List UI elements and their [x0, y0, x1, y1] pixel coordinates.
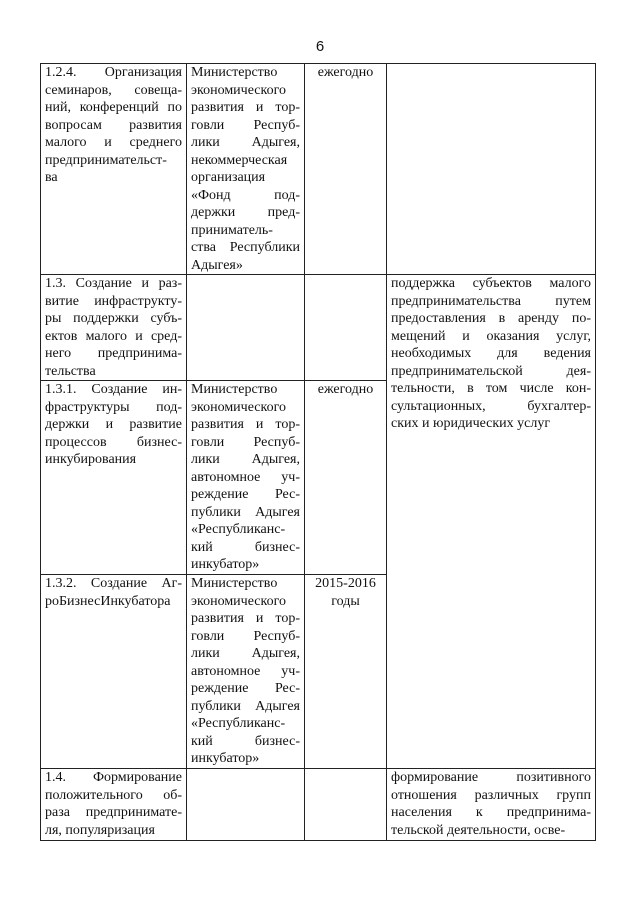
- text-line: ва: [45, 170, 58, 185]
- text-line: мещений и оказания услуг,: [391, 328, 591, 344]
- measure-cell: [41, 381, 187, 575]
- text-line: кий бизнес-: [191, 539, 300, 555]
- text-line: развития и тор-: [191, 417, 300, 432]
- text-line: сультационных, бухгалтер-: [391, 398, 591, 414]
- text-line: развития и тор-: [191, 611, 300, 626]
- text-line: раза предпринимате-: [45, 805, 182, 820]
- text-line: 1.3.2. Создание Аг-: [45, 576, 182, 591]
- text-line: экономического: [191, 82, 286, 98]
- text-line: лики Адыгея,: [191, 135, 300, 150]
- text-line: Министерство: [191, 382, 278, 397]
- executor-cell: [187, 769, 305, 841]
- text-line: «Республиканс-: [191, 716, 286, 731]
- text-line: отношения различных групп: [391, 787, 591, 803]
- text-line: малого и среднего: [45, 135, 182, 150]
- table-row: [41, 769, 596, 841]
- text-line: необходимых для ведения: [391, 346, 591, 361]
- text-line: поддержка субъектов малого: [391, 276, 591, 291]
- executor-cell: [187, 275, 305, 381]
- text-line: тельской деятельности, осве-: [391, 822, 566, 838]
- result-cell: [387, 275, 596, 769]
- text-line: ектов малого и сред-: [45, 328, 182, 344]
- text-line: организация: [191, 170, 266, 185]
- executor-cell: [187, 64, 305, 275]
- page-number: 6: [315, 38, 325, 55]
- result-cell: [387, 769, 596, 841]
- text-line: говли Респуб-: [191, 434, 300, 450]
- text-line: семинаров, совеща-: [45, 82, 182, 98]
- text-line: вопросам развития: [45, 117, 182, 133]
- period-text: 2015-2016 годы: [315, 576, 376, 609]
- text-line: экономического: [191, 399, 286, 415]
- text-line: инкубирования: [45, 452, 137, 467]
- text-line: развития и тор-: [191, 100, 300, 115]
- text-line: «Республиканс-: [191, 522, 286, 537]
- text-line: инкубатор»: [191, 751, 260, 766]
- text-line: ний, конференций по: [45, 100, 182, 115]
- executor-cell: [187, 575, 305, 769]
- text-line: предпринимательской дея-: [391, 363, 591, 379]
- text-line: говли Респуб-: [191, 117, 300, 133]
- period-cell: [305, 575, 387, 769]
- text-line: реждение Рес-: [191, 681, 300, 696]
- text-line: формирование позитивного: [391, 770, 591, 785]
- executor-cell: [187, 381, 305, 575]
- text-line: ля, популяризация: [45, 822, 155, 838]
- text-line: публики Адыгея: [191, 504, 300, 520]
- text-line: фраструктуры под-: [45, 399, 182, 415]
- table-row: [41, 64, 596, 275]
- text-line: Адыгея»: [191, 257, 243, 273]
- text-line: публики Адыгея: [191, 698, 300, 714]
- text-line: кий бизнес-: [191, 733, 300, 749]
- period-text: ежегодно: [317, 65, 374, 80]
- text-line: автономное уч-: [191, 469, 300, 485]
- text-line: 1.3.1. Создание ин-: [45, 382, 182, 397]
- text-line: ства Республики: [191, 240, 300, 255]
- text-line: «Фонд под-: [191, 187, 300, 203]
- text-line: тельности, в том числе кон-: [391, 381, 591, 396]
- table-row: [41, 275, 596, 381]
- text-line: процессов бизнес-: [45, 434, 182, 450]
- period-cell: [305, 64, 387, 275]
- text-line: ры поддержки субъ-: [45, 311, 182, 326]
- text-line: лики Адыгея,: [191, 452, 300, 467]
- text-line: приниматель-: [191, 222, 273, 238]
- text-line: тельства: [45, 363, 96, 379]
- period-cell: [305, 769, 387, 841]
- text-line: реждение Рес-: [191, 487, 300, 502]
- text-line: говли Респуб-: [191, 628, 300, 644]
- period-text: ежегодно: [317, 382, 374, 397]
- result-cell: [387, 64, 596, 275]
- text-line: экономического: [191, 593, 286, 609]
- text-line: 1.4. Формирование: [45, 770, 182, 785]
- text-line: предпринимательст-: [45, 152, 167, 168]
- text-line: него предпринима-: [45, 346, 182, 361]
- text-line: населения к предпринима-: [391, 805, 591, 820]
- text-line: Министерство: [191, 576, 278, 591]
- measure-cell: [41, 64, 187, 275]
- text-line: некоммерческая: [191, 152, 288, 168]
- period-cell: [305, 381, 387, 575]
- text-line: лики Адыгея,: [191, 646, 300, 661]
- measure-cell: [41, 769, 187, 841]
- text-line: 1.3. Создание и раз-: [45, 276, 182, 291]
- text-line: 1.2.4. Организация: [45, 65, 182, 80]
- text-line: роБизнесИнкубатора: [45, 593, 171, 609]
- period-cell: [305, 275, 387, 381]
- text-line: держки пред-: [191, 205, 300, 220]
- text-line: инкубатор»: [191, 557, 260, 572]
- text-line: витие инфраструкту-: [45, 293, 182, 309]
- text-line: положительного об-: [45, 787, 182, 803]
- text-line: автономное уч-: [191, 663, 300, 679]
- text-line: держки и развитие: [45, 417, 182, 432]
- measures-table: [40, 63, 596, 841]
- text-line: Министерство: [191, 65, 278, 80]
- measure-cell: [41, 575, 187, 769]
- text-line: ских и юридических услуг: [391, 416, 551, 431]
- measure-cell: [41, 275, 187, 381]
- text-line: предоставления в аренду по-: [391, 311, 591, 326]
- text-line: предпринимательства путем: [391, 293, 591, 309]
